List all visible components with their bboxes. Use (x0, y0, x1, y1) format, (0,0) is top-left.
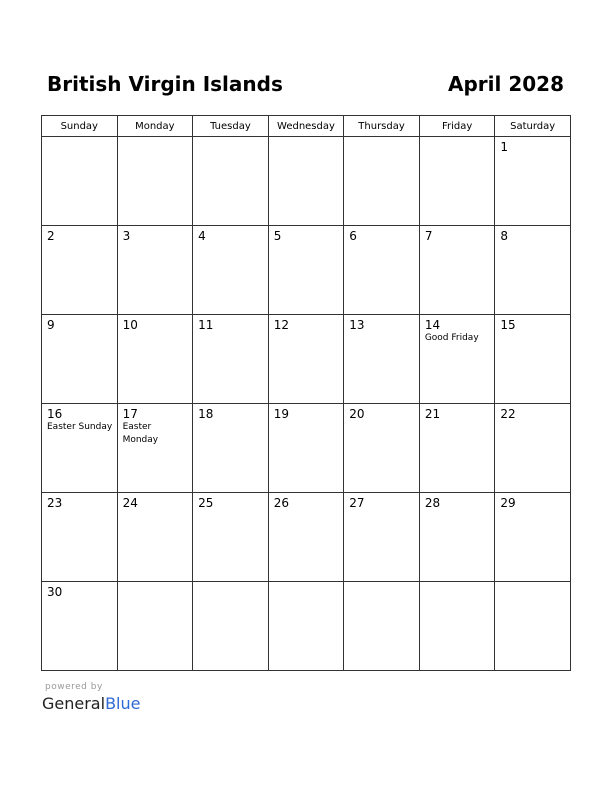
week-row (42, 315, 571, 404)
weekday-saturday: Saturday (495, 116, 571, 137)
day-number: 14 (424, 318, 441, 332)
day-number: 6 (349, 229, 357, 243)
day-cell (117, 315, 193, 404)
day-cell (419, 582, 495, 671)
day-cell (344, 582, 420, 671)
day-cell (193, 226, 269, 315)
day-cell (344, 493, 420, 582)
day-cell (193, 137, 269, 226)
day-number: 25 (198, 496, 214, 510)
day-number: 24 (122, 496, 138, 510)
day-cell (268, 404, 344, 493)
week-row (42, 493, 571, 582)
day-number: 15 (500, 318, 516, 332)
holiday-label: Easter Sunday (47, 422, 113, 432)
day-number: 27 (349, 496, 365, 510)
day-cell (495, 137, 571, 226)
day-number: 19 (273, 407, 289, 421)
day-cell (268, 226, 344, 315)
day-number: 3 (122, 229, 131, 243)
day-cell (117, 226, 193, 315)
day-cell (419, 404, 495, 493)
day-number: 9 (47, 318, 55, 332)
day-number: 23 (47, 496, 63, 510)
weekday-tuesday: Tuesday (193, 116, 269, 137)
day-number: 21 (424, 407, 441, 421)
day-number: 17 (122, 407, 138, 421)
day-cell (344, 226, 420, 315)
day-number: 20 (349, 407, 365, 421)
day-cell (419, 137, 495, 226)
month-title: April 2028 (448, 72, 564, 96)
day-cell (419, 315, 495, 404)
day-cell (344, 137, 420, 226)
day-number: 1 (500, 140, 509, 154)
holiday-label: Good Friday (424, 333, 479, 343)
day-number: 30 (47, 585, 63, 599)
day-number: 29 (500, 496, 516, 510)
day-number: 28 (424, 496, 441, 510)
day-cell (419, 226, 495, 315)
week-row (42, 582, 571, 671)
day-cell (42, 582, 118, 671)
day-number: 18 (198, 407, 214, 421)
calendar-grid (41, 115, 571, 671)
day-cell (117, 137, 193, 226)
day-cell (117, 404, 193, 493)
day-cell (117, 582, 193, 671)
day-cell (42, 404, 118, 493)
holiday-label: Easter Monday (122, 422, 159, 445)
week-row (42, 137, 571, 226)
day-cell (117, 493, 193, 582)
week-row (42, 404, 571, 493)
day-cell (495, 493, 571, 582)
day-cell (495, 226, 571, 315)
day-number: 2 (47, 229, 55, 243)
day-cell (268, 315, 344, 404)
week-row (42, 226, 571, 315)
day-number: 10 (122, 318, 138, 332)
weekday-monday: Monday (117, 116, 193, 137)
day-cell (268, 493, 344, 582)
day-number: 5 (273, 229, 282, 243)
country-title: British Virgin Islands (47, 72, 283, 96)
day-cell (42, 137, 118, 226)
weekday-sunday: Sunday (42, 116, 118, 137)
day-number: 4 (198, 229, 206, 243)
day-cell (193, 315, 269, 404)
day-cell (268, 582, 344, 671)
day-cell (193, 404, 269, 493)
day-number: 11 (198, 318, 214, 332)
day-cell (495, 582, 571, 671)
day-number: 7 (424, 229, 433, 243)
weekday-header-row (42, 116, 571, 137)
weekday-wednesday: Wednesday (268, 116, 344, 137)
calendar-body (42, 137, 571, 671)
day-number: 8 (500, 229, 509, 243)
day-cell (344, 404, 420, 493)
day-number: 26 (273, 496, 289, 510)
day-cell (268, 137, 344, 226)
day-cell (419, 493, 495, 582)
day-number: 13 (349, 318, 365, 332)
generalblue-logo (42, 694, 140, 714)
weekday-thursday: Thursday (344, 116, 420, 137)
day-cell (495, 315, 571, 404)
powered-by-text: powered by (45, 682, 103, 692)
day-cell (42, 226, 118, 315)
day-cell (495, 404, 571, 493)
day-cell (193, 493, 269, 582)
day-cell (193, 582, 269, 671)
day-number: 16 (47, 407, 63, 421)
day-number: 22 (500, 407, 516, 421)
day-cell (344, 315, 420, 404)
day-cell (42, 315, 118, 404)
weekday-friday: Friday (419, 116, 495, 137)
day-cell (42, 493, 118, 582)
day-number: 12 (273, 318, 289, 332)
logo-text-general: General (42, 694, 106, 713)
logo-text-blue: Blue (105, 694, 141, 713)
